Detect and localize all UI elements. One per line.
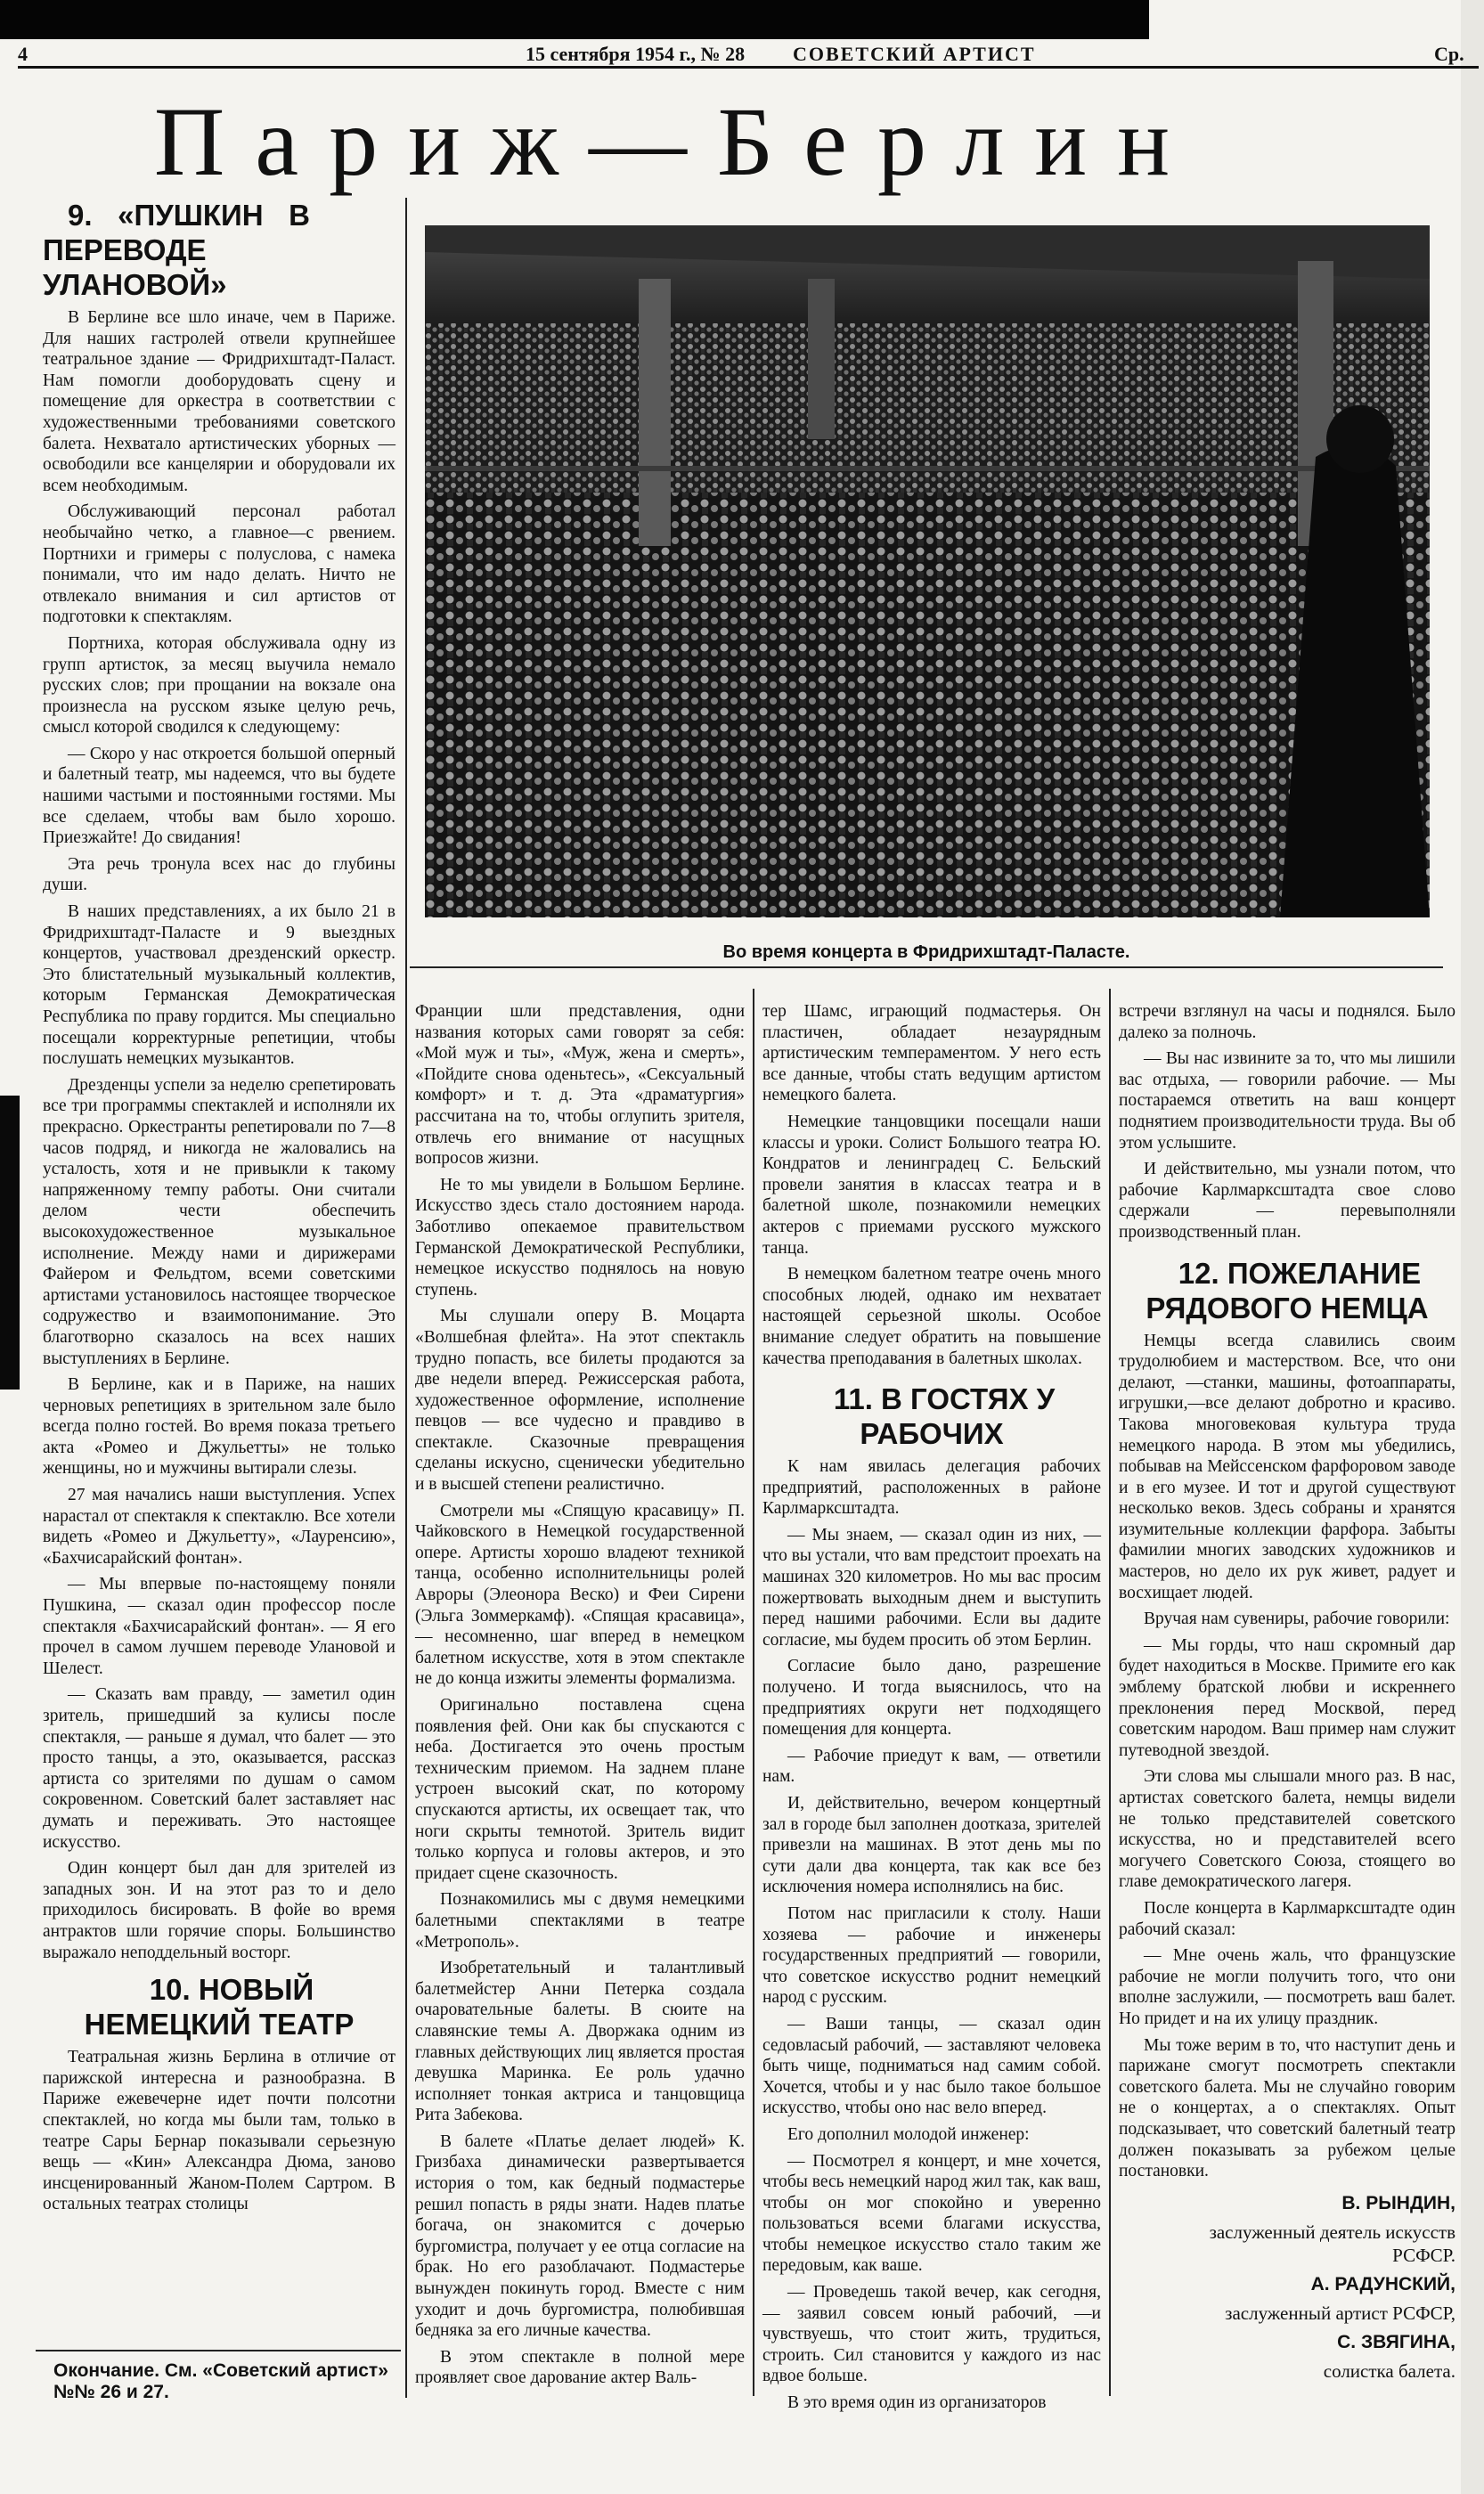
paragraph: Немцы всегда славились своим трудолюбием и мастерством. Все, что они делают, —станки, машины, фотоаппараты, игрушки,—все делают добротно и красиво. Такова многовековая культура труда немецкого народа. В этом мы убедились, побывав на Мейссенском фарфоровом заводе и в его музее. И тот и другой существуют несколько веков. Здесь собраны и хранятся изумительные коллекции фарфора. Забыты фамилии многих заводских художников и мастеров, но дело их рук живет, радует и восхищает людей. (1119, 1331, 1455, 1602)
scan-black-border-left (0, 1096, 20, 1390)
footnote-rule (36, 2350, 401, 2351)
paragraph: Театральная жизнь Берлина в отличие от парижской интересна и разнообразна. В Париже ежевечерне идет почти полсотни спектаклей, но когда мы были там, только в театре Сары Бернар показывали серьезную вещь — «Кин» Александра Дюма, заново инсценированный Жаном-Полем Сартром. В остальных театрах столицы (43, 2048, 395, 2214)
scan-page-edge (1461, 0, 1484, 2494)
paragraph: Изобретательный и талантливый балетмейстер Анни Петерка создала очаровательные балеты. В сюите на славянские темы А. Дворжака одним из главных действующих лиц является простая девушка Маринка. Ее роль удачно исполняет тонкая актриса и танцовщица Рита Забекова. (415, 1959, 745, 2125)
paragraph: тер Шамс, играющий подмастерья. Он пластичен, обладает незаурядным артистическим темпераментом. У него есть все данные, чтобы стать ведущим артистом немецкого балета. (762, 1002, 1101, 1105)
paragraph: В наших представлениях, а их было 21 в Фридрихштадт-Паласте и 9 выездных концертов, участвовал дрезденский оркестр. Это блистательный музыкальный коллектив, которым Германская Демократическая Республика по праву гордится. Мы специально посещали корректурные репетиции, чтобы послушать немецких музыкантов. (43, 902, 395, 1069)
signature-role: заслуженный деятель искусств РСФСР. (1209, 2221, 1455, 2266)
paragraph: В этом спектакле в полной мере проявляет свое дарование актер Валь- (415, 2347, 745, 2388)
paragraph: Познакомились мы с двумя немецкими балетными спектаклями в театре «Метрополь». (415, 1890, 745, 1952)
paragraph: Мы тоже верим в то, что наступит день и парижане смогут посмотреть спектакли советского балета. Мы не случайно говорим не о концертах, а о спектаклях. Опыт подсказывает, что советский балетный театр должен показывать за рубежом целые постановки. (1119, 2035, 1455, 2181)
paragraph: Немецкие танцовщики посещали наши классы и уроки. Солист Большого театра Ю. Кондратов и ленинградец С. Бельский провели занятия в классах театра и в балетной школе, познакомили немецких актеров с приемами русского мужского танца. (762, 1112, 1101, 1258)
paragraph: Портниха, которая обслуживала одну из групп артисток, за месяц выучила немало русских слов; при прощании на вокзале она произнесла на русском языке целую речь, смысл которой сводился к следующему: (43, 633, 395, 738)
corner-mark: Ср. (1434, 43, 1464, 65)
newspaper-title: СОВЕТСКИЙ АРТИСТ (793, 43, 1036, 65)
paragraph: Согласие было дано, разрешение получено. И тогда выяснилось, что на предприятиях округи нет подходящего помещения для концерта. (762, 1657, 1101, 1740)
signatures (1119, 2191, 1455, 2383)
paragraph: В Берлине, как и в Париже, на наших черновых репетициях в зрительном зале было всегда полно гостей. Во время показа третьего акта «Ромео и Джульетты» не только женщины, но и мужчины вытирали слезы. (43, 1375, 395, 1479)
paragraph: Дрезденцы успели за неделю срепетировать все три программы спектаклей и исполняли их прекрасно. Оркестранты репетировали по 7—8 часов подряд, и никогда не жаловались на усталость, хотя и не привыкли к такому напряженному темпу работы. Они считали делом чести обеспечить высокохудожественное музыкальное исполнение. Между нами и дирижерами Файером и Фельдтом, всеми советскими артистами установилось настоящее творческое содружество и взаимопонимание. Это благотворно сказалось на всех наших выступлениях в Берлине. (43, 1075, 395, 1368)
paragraph: К нам явилась делегация рабочих предприятий, расположенных в районе Карлмарксштадта. (762, 1457, 1101, 1519)
paragraph: И, действительно, вечером концертный зал в городе был заполнен доотказа, зрителей привезли на машинах. В этот день мы по сути дали два концерта, так как все без исключения номера исполнялись на бис. (762, 1794, 1101, 1897)
paragraph: Вручая нам сувениры, рабочие говорили: (1144, 1610, 1450, 1629)
signature-name: В. РЫНДИН, (1341, 2192, 1455, 2213)
paragraph: Один концерт был дан для зрителей из западных зон. И на этот раз то и дело приходилось бисировать. В фойе во время антрактов шли горячие споры. Большинство выражало неподдельный восторг. (43, 1859, 395, 1962)
caption-rule (410, 966, 1443, 968)
paragraph: встречи взглянул на часы и поднялся. Было далеко за полночь. (1119, 1002, 1455, 1042)
paragraph: В Берлине все шло иначе, чем в Париже. Для наших гастролей отвели крупнейшее театральное здание — Фридрихштадт-Паласт. Нам помогли дооборудовать сцену и помещение для оркестра в соответствии с художественными требованиями советского балета. Нехватало артистических уборных — освободили все канцелярии и оборудовали их всем необходимым. (43, 308, 395, 495)
column-rule (753, 989, 754, 2396)
signature-name: С. ЗВЯГИНА, (1337, 2331, 1455, 2352)
column-3 (762, 1001, 1101, 2419)
section-10-heading: 10. НОВЫЙ НЕМЕЦКИЙ ТЕАТР (84, 1973, 355, 2042)
paragraph: После концерта в Карлмарксштадте один рабочий сказал: (1119, 1898, 1455, 1939)
audience-photo-graphic (425, 225, 1430, 917)
paragraph: Обслуживающий персонал работал необычайно четко, а главное—с рвением. Портнихи и гримеры с полуслова, с намека понимали, что им надо делать. Ничто не отвлекало внимания и сил артистов от подготовки к спектаклям. (43, 502, 395, 627)
column-2 (415, 1001, 745, 2394)
page-headline: Париж—Берлин (153, 87, 1201, 196)
column-rule (1109, 989, 1111, 2396)
paragraph: И действительно, мы узнали потом, что рабочие Карлмарксштадта свое слово сдержали — перевыполняли производственный план. (1119, 1160, 1455, 1242)
paragraph: — Вы нас извините за то, что мы лишили вас отдыха, — говорили рабочие. — Мы постараемся ответить на ваш концерт поднятием производительности труда. Вы об этом услышите. (1119, 1049, 1455, 1153)
paragraph: Оригинально поставлена сцена появления фей. Они как бы спускаются с неба. Достигается это очень простым техническим приемом. На заднем плане устроен высокий скат, по которому спускаются артисты, их освещает так, что ноги скрыты темнотой. Зритель видит только корпуса и головы актеров, и это придает сцене сказочность. (415, 1696, 745, 1883)
column-rule (405, 198, 407, 2398)
paragraph: В балете «Платье делает людей» К. Гризбаха динамически развертывается история о том, как бедный подмастерье решил попасть в ряды знати. Надев платье богача, он знакомится с дочерью бургомистра, получает у ее отца согласие на брак. Но его разоблачают. Подмастерье вынужден покинуть город. Вместе с ним уходит и дочь бургомистра, полюбившая бедняка за его личные качества. (415, 2131, 745, 2341)
paragraph: Смотрели мы «Спящую красавицу» П. Чайковского в Немецкой государственной опере. Артисты хорошо владеют техникой танца, особенно исполнительницы ролей Авроры (Элеонора Веско) и Феи Сирени (Эльга Зоммеркамф). «Спящая красавица», — несомненно, шаг вперед в немецком балетном искусстве, хотя в этом спектакле не до конца изжиты элементы формализма. (415, 1501, 745, 1689)
paragraph: Франции шли представления, одни названия которых сами говорят за себя: «Мой муж и ты», «Муж, жена и смерть», «Пойдите снова оденьтесь», «Сексуальный комфорт» и т. д. Эта «драматургия» рассчитана на то, чтобы оглупить зрителя, отвлечь его внимание от насущных вопросов жизни. (415, 1002, 745, 1169)
signature-name: А. РАДУНСКИЙ, (1310, 2273, 1455, 2294)
paragraph: — Скоро у нас откроется большой оперный и балетный театр, мы надеемся, что вы будете нашими частыми и постоянными гостями. Мы все сделаем, чтобы вам было хорошо. Приезжайте! До свидания! (43, 744, 395, 848)
paragraph: Его дополнил молодой инженер: (787, 2124, 1030, 2144)
paragraph: Эти слова мы слышали много раз. В нас, артистах советского балета, немцы видели не только представителей советского искусства, но и представителей всего могучего Советского Союза, стоящего во главе демократического лагеря. (1119, 1767, 1455, 1892)
paragraph: — Ваши танцы, — сказал один седовласый рабочий, — заставляют человека быть чище, подниматься над самим собой. Хочется, чтобы и у нас было такое большое искусство, чтобы оно нас вело вперед. (762, 2014, 1101, 2118)
continuation-note: Окончание. См. «Советский артист» №№ 26 и 27. (53, 2360, 388, 2402)
scan-black-border-top (0, 0, 1149, 39)
paragraph: — Мне очень жаль, что французские рабочие не могли получить того, что они вполне заслужили, — посмотреть ваш балет. Но придет и на их улицу праздник. (1119, 1946, 1455, 2028)
paragraph: Мы слушали оперу В. Моцарта «Волшебная флейта». На этот спектакль трудно попасть, все билеты продаются за две недели вперед. Режиссерская работа, художественное оформление, исполнение певцов — все чудесно и правдиво в спектакле. Сказочные превращения сделаны искусно, сценически убедительно и в высшей степени реалистично. (415, 1307, 745, 1495)
section-9-heading: 9. «ПУШКИН В ПЕРЕВОДЕ УЛАНОВОЙ» (43, 199, 310, 301)
signature-role: солистка балета. (1323, 2360, 1455, 2382)
column-4 (1119, 1001, 1455, 2388)
paragraph: В немецком балетном театре очень много способных людей, однако им нехватает настоящей серьезной школы. Особое внимание следует обратить на повышение качества преподавания в балетных школах. (762, 1265, 1101, 1368)
paragraph: 27 мая начались наши выступления. Успех нарастал от спектакля к спектаклю. Все хотели видеть «Ромео и Джульетту», «Лауренсию», «Бахчисарайский фонтан». (43, 1486, 395, 1568)
paragraph: — Рабочие приедут к вам, — ответили нам. (762, 1746, 1101, 1787)
section-11-heading: 11. В ГОСТЯХ У РАБОЧИХ (833, 1382, 1056, 1451)
masthead (18, 39, 1479, 69)
page-number: 4 (18, 43, 28, 65)
paragraph: — Сказать вам правду, — заметил один зритель, пришедший за кулисы после спектакля, — раньше я думал, что балет — это просто танцы, а это, оказывается, рассказ артиста со зрителями по душам о самом сокровенном. Советский балет заставляет нас думать и переживать. Это настоящее искусство. (43, 1685, 395, 1852)
column-1 (43, 198, 395, 2221)
paragraph: Потом нас пригласили к столу. Наши хозяева — рабочие и инженеры государственных предприятий — говорили, что советское искусство роднит немецкий народ с русским. (762, 1903, 1101, 2008)
paragraph: — Мы горды, что наш скромный дар будет находиться в Москве. Примите его как эмблему братской любви и искреннего преклонения перед Москвой, перед советским народом. Ваш пример нам служит путеводной звездой. (1119, 1635, 1455, 1760)
paragraph: — Посмотрел я концерт, и мне хочется, чтобы весь немецкий народ жил так, как ваш, чтобы он мог спокойно и уверенно пользоваться всеми благами искусства, чтобы немецкое искусство стало таким же передовым, как ваше. (762, 2151, 1101, 2276)
concert-hall-photo (425, 225, 1430, 917)
paragraph: В это время один из организаторов (787, 2393, 1047, 2413)
paragraph: — Проведешь такой вечер, как сегодня, — заявил совсем юный рабочий, —и чувствуешь, что стоит жить, трудиться, строить. Сил становится у каждого из нас вдвое больше. (762, 2283, 1101, 2386)
paragraph: Не то мы увидели в Большом Берлине. Искусство здесь стало достоянием народа. Заботливо опекаемое правительством Германской Демократической Республики, немецкое искусство поднялось на новую ступень. (415, 1175, 745, 1300)
paragraph: — Мы знаем, — сказал один из них, — что вы устали, что вам предстоит проехать на машинах 320 километров. Но мы вас просим пожертвовать выходным днем и выступить перед нашими рабочими. Если вы дадите согласие, мы будем просить об этом Берлин. (762, 1525, 1101, 1650)
signature-role: заслуженный артист РСФСР, (1225, 2302, 1455, 2324)
issue-date: 15 сентября 1954 г., № 28 (526, 43, 746, 65)
paragraph: — Мы впервые по-настоящему поняли Пушкина, — сказал один профессор после спектакля «Бахчисарайский фонтан». — Я его прочел в самом лучшем переводе Улановой и Шелест. (43, 1575, 395, 1678)
paragraph: Эта речь тронула всех нас до глубины души. (43, 854, 395, 895)
photo-caption: Во время концерта в Фридрихштадт-Паласте. (722, 942, 1130, 962)
section-12-heading: 12. ПОЖЕЛАНИЕ РЯДОВОГО НЕМЦА (1146, 1256, 1429, 1324)
